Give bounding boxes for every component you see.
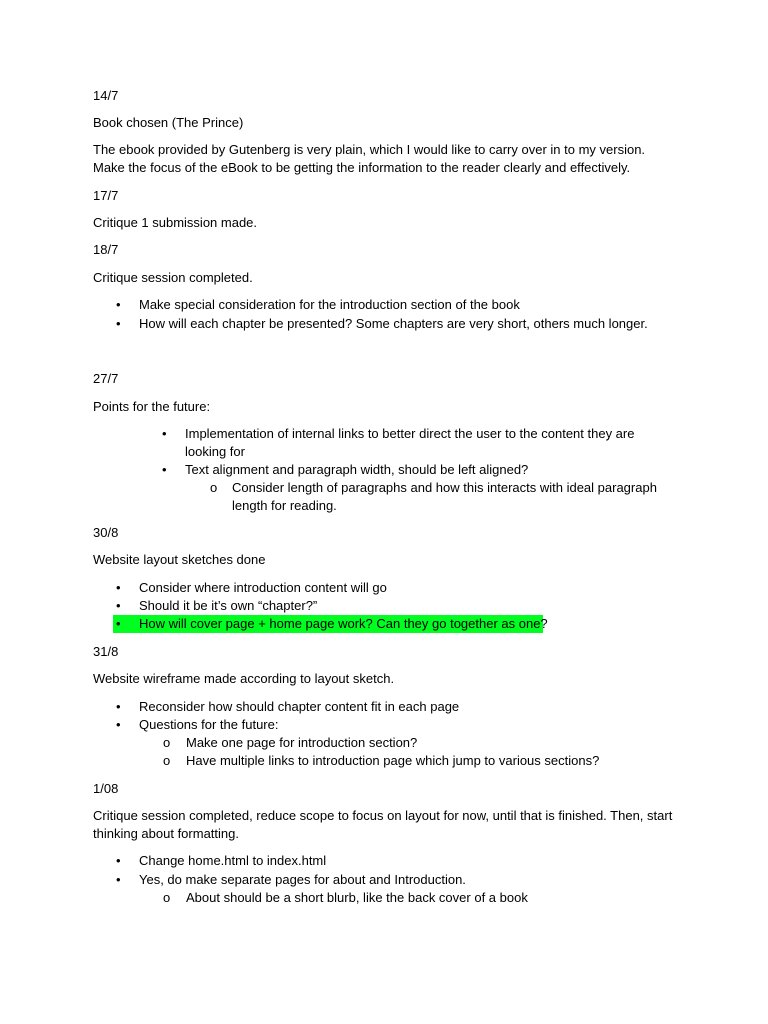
bullet-icon: [116, 579, 121, 597]
paragraph-line: Make the focus of the eBook to be getting the information to the reader clearly and effectively.: [93, 160, 631, 175]
date-heading: 30/8: [93, 525, 119, 540]
list-item: Reconsider how should chapter content fit in each page: [139, 699, 460, 714]
list-item: Change home.html to index.html: [139, 853, 327, 868]
sub-list-item: Make one page for introduction section?: [186, 735, 418, 750]
sub-list-item: Have multiple links to introduction page which jump to various sections?: [186, 753, 600, 768]
sub-bullet-icon: [210, 479, 217, 497]
date-heading: 1/08: [93, 781, 119, 796]
bullet-icon: [116, 852, 121, 870]
bullet-icon: [116, 716, 121, 734]
list-item: How will each chapter be presented? Some chapters are very short, others much longer.: [139, 316, 648, 331]
bullet-icon: [162, 461, 167, 479]
list-item: Make special consideration for the introduction section of the book: [139, 297, 520, 312]
note-line: Points for the future:: [93, 399, 211, 414]
date-heading: 14/7: [93, 88, 119, 103]
list-item: Implementation of internal links to better direct the user to the content they are looking for: [185, 426, 635, 459]
bullet-icon: [116, 597, 121, 615]
sub-bullet-icon: [163, 752, 170, 770]
date-heading: 17/7: [93, 188, 119, 203]
list-item: Text alignment and paragraph width, should be left aligned?: [185, 462, 529, 477]
sub-bullet-icon: [163, 734, 170, 752]
note-line: Critique session completed.: [93, 270, 253, 285]
date-heading: 31/8: [93, 644, 119, 659]
highlighted-list-item: How will cover page + home page work? Can they go together as one?: [139, 616, 548, 631]
bullet-icon: [116, 615, 121, 633]
list-item: Consider where introduction content will go: [139, 580, 387, 595]
note-line: Critique 1 submission made.: [93, 215, 258, 230]
list-item: Should it be it’s own “chapter?”: [139, 598, 318, 613]
date-heading: 27/7: [93, 371, 119, 386]
note-line: Book chosen (The Prince): [93, 115, 244, 130]
bullet-icon: [116, 315, 121, 333]
bullet-icon: [116, 871, 121, 889]
list-item: Yes, do make separate pages for about and Introduction.: [139, 872, 466, 887]
note-line: Website wireframe made according to layout sketch.: [93, 671, 395, 686]
bullet-icon: [116, 296, 121, 314]
paragraph-line: thinking about formatting.: [93, 826, 239, 841]
sub-bullet-icon: [163, 889, 170, 907]
paragraph-line: Critique session completed, reduce scope to focus on layout for now, until that is finished. Then, start: [93, 808, 673, 823]
list-item: Questions for the future:: [139, 717, 279, 732]
note-line: Website layout sketches done: [93, 552, 266, 567]
sub-list-item: Consider length of paragraphs and how this interacts with ideal paragraph length for reading.: [232, 480, 657, 513]
bullet-icon: [116, 698, 121, 716]
paragraph-line: The ebook provided by Gutenberg is very plain, which I would like to carry over in to my version.: [93, 142, 646, 157]
bullet-icon: [162, 425, 167, 443]
sub-list-item: About should be a short blurb, like the back cover of a book: [186, 890, 528, 905]
date-heading: 18/7: [93, 242, 119, 257]
